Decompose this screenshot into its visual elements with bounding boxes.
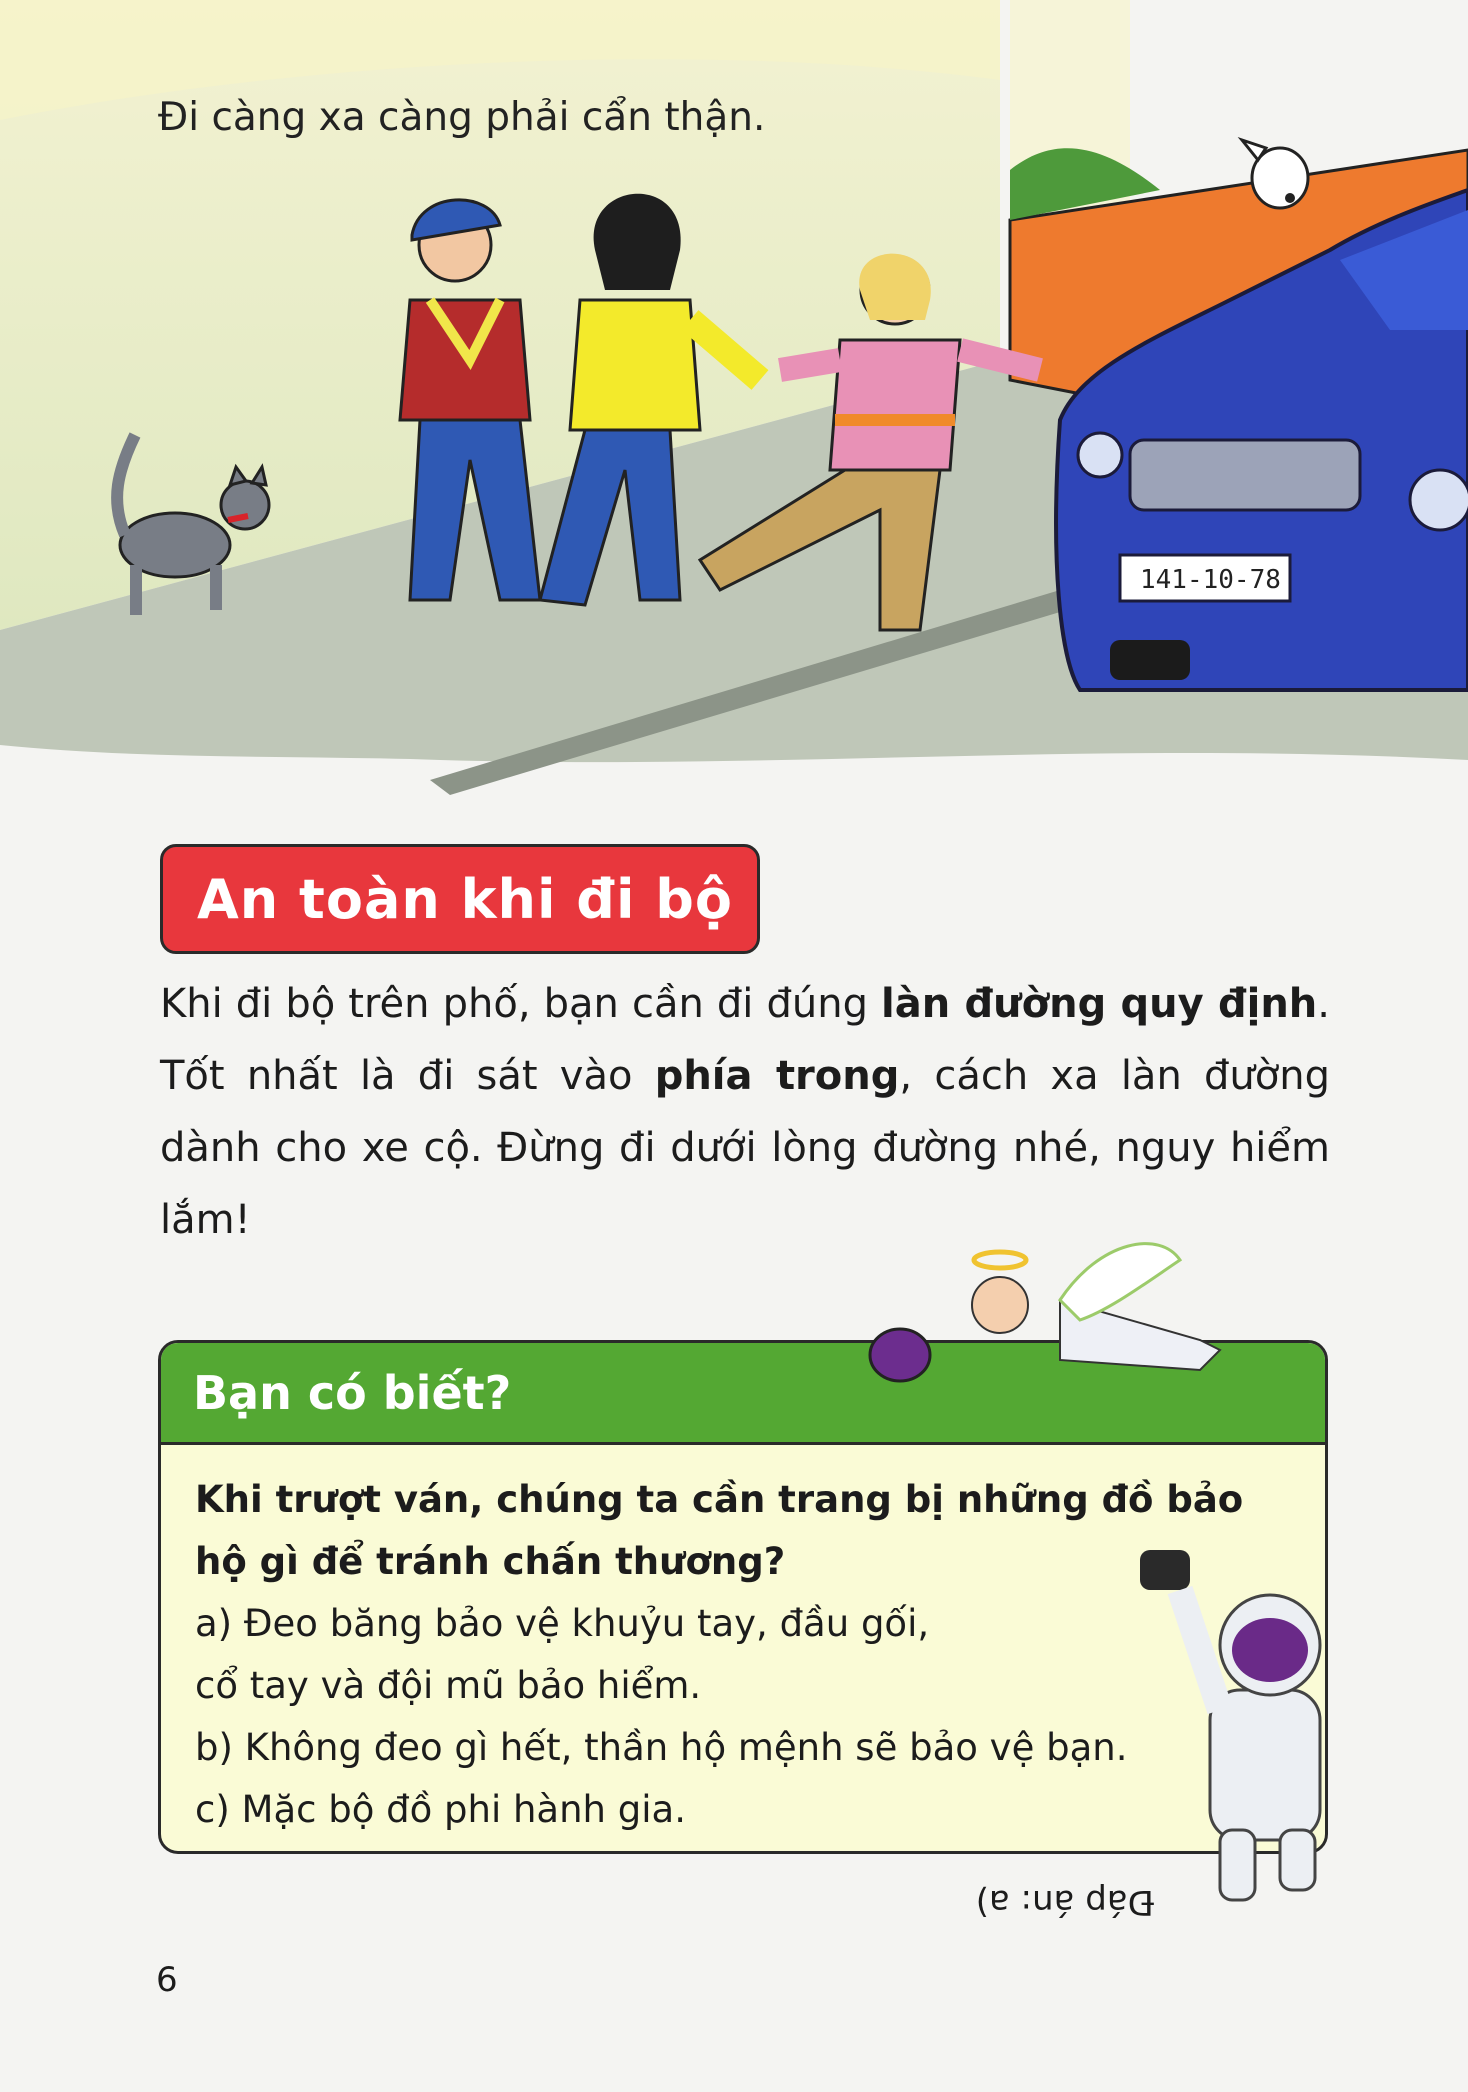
quiz-option-a-continued: cổ tay và đội mũ bảo hiểm. [195, 1664, 702, 1707]
body-text: . Tốt nhất là đi sát vào [160, 981, 1331, 1099]
body-text: , cách xa làn đường dành cho xe cộ. Đừng đi dưới lòng đường nhé, nguy hiểm lắm! [160, 1053, 1330, 1243]
page-number: 6 [156, 1960, 178, 2000]
quiz-options [195, 1593, 1295, 1841]
quiz-option-c: c) Mặc bộ đồ phi hành gia. [195, 1788, 686, 1831]
did-you-know-title: Bạn có biết? [193, 1365, 512, 1420]
quiz-option-b: b) Không đeo gì hết, thần hộ mệnh sẽ bảo vệ bạn. [195, 1726, 1128, 1769]
helmet-icon [870, 1329, 930, 1381]
quiz-answer-upside-down: Đáp án: a) [975, 1882, 1154, 1922]
car-plate: 141-10-78 [1140, 565, 1281, 595]
quiz-option-a: a) Đeo băng bảo vệ khuỷu tay, đầu gối, [195, 1602, 930, 1645]
angel-icon [860, 1230, 1280, 1430]
body-emphasis: phía trong [654, 1053, 900, 1099]
section-title-badge [160, 844, 760, 954]
quiz-question: Khi trượt ván, chúng ta cần trang bị những đồ bảo hộ gì để tránh chấn thương? [195, 1478, 1244, 1583]
body-text: Khi đi bộ trên phố, bạn cần đi đúng [160, 981, 882, 1027]
astronaut-icon [1140, 1550, 1370, 1910]
illustration-caption: Đi càng xa càng phải cẩn thận. [158, 95, 766, 140]
section-title: An toàn khi đi bộ [197, 867, 734, 931]
body-emphasis: làn đường quy định [881, 981, 1318, 1027]
body-paragraph [160, 968, 1330, 1256]
